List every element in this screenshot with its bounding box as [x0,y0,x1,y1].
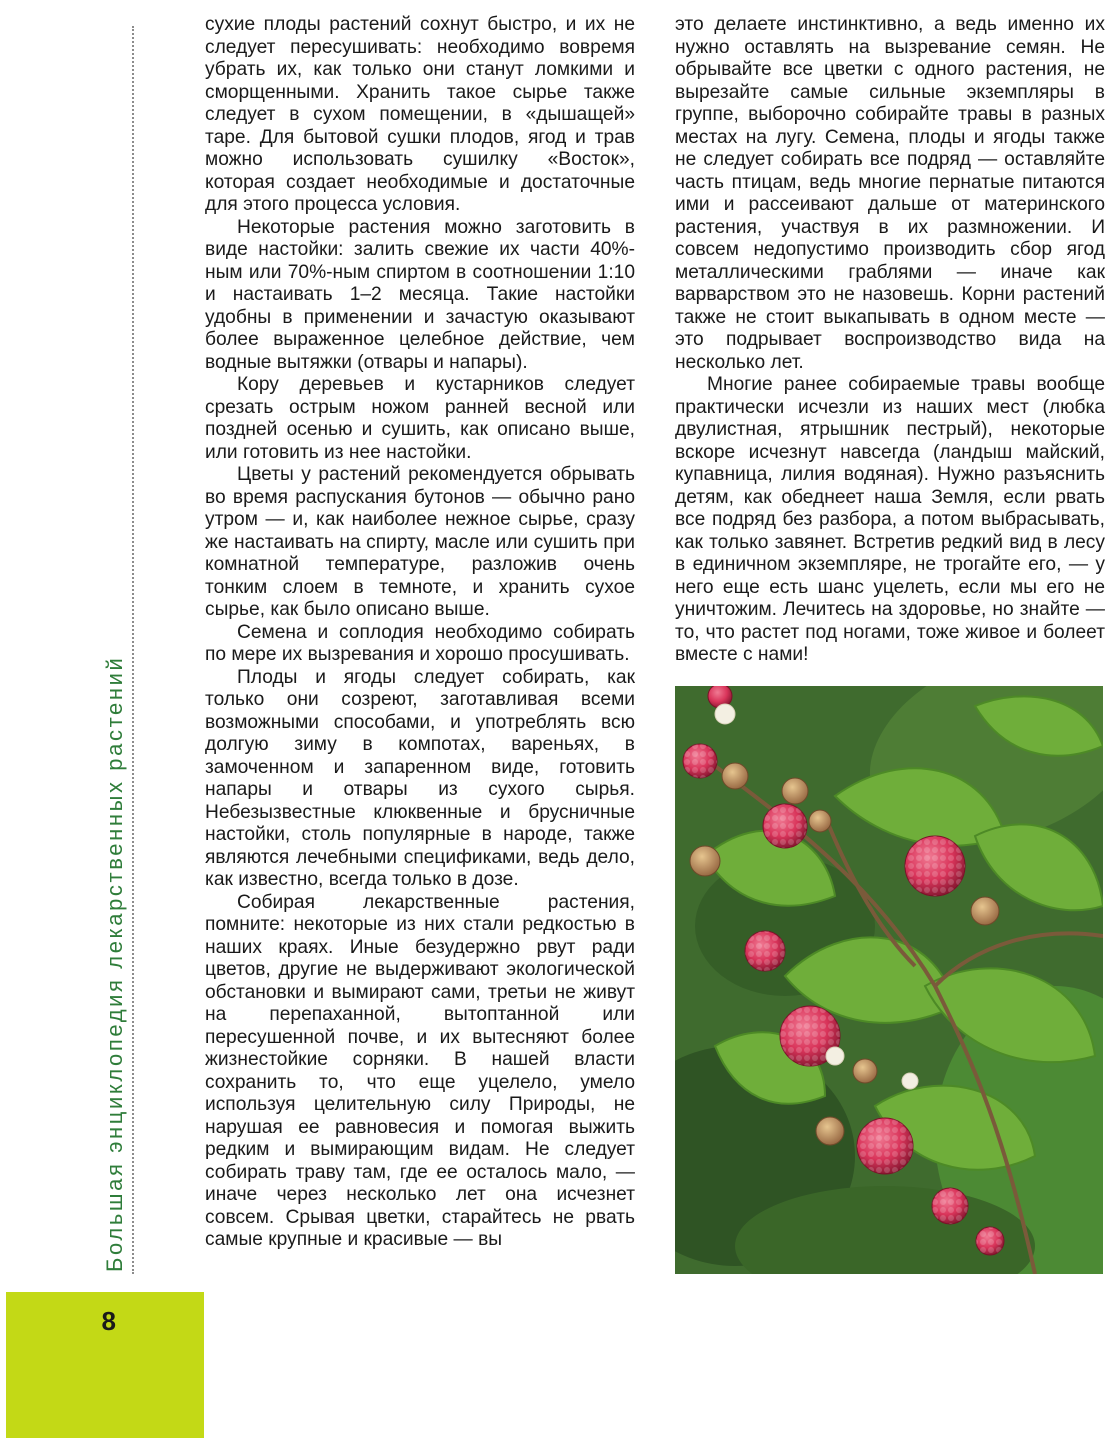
dotted-rule [132,26,134,1274]
paragraph: Кору деревьев и кустарников следует срезать острым ножом ранней весной или поздней осенью и сушить, как описано выше, или готовить из нее настойки. [205,374,635,463]
paragraph: Некоторые растения можно заготовить в виде настойки: залить свежие их части 40%-ным или 70%-ным спиртом в соотношении 1:10 и настаивать 1–2 месяца. Такие настойки удобны в применении и зачастую оказывают более выраженное целебное действие, чем водные вытяжки (отвары и напары). [205,216,635,373]
paragraph-continued: это делаете инстинктивно, а ведь именно их нужно оставлять на вызревание семян. Не обрывайте все цветки с одного растения, не вырезайте самые сильные экземпляры в группе, выборочно собирайте травы в разных местах на лугу. Семена, плоды и ягоды также не следует собирать все подряд — оставляйте часть птицам, ведь многие пернатые питаются ими и рассеивают дальше от материнского растения, участвуя в их размножении. И совсем недопустимо производить сбор ягод металлическими граблями — иначе как варварством это не назовешь. Корни растений также не стоит выкапывать в одном месте — это подрывает воспроизводство вида на несколько лет. [675,14,1105,373]
paragraph: Плоды и ягоды следует собирать, как только они созреют, заготавливая всеми возможными способами, и употреблять всю долгую зиму в компотах, вареньях, в замоченном и запаренном виде, готовить напары и отвары из сухого сырья. Небезызвестные клюквенные и брусничные настойки, столь популярные в народе, также являются лечебными спецификами, ведь дело, как известно, всегда только в дозе. [205,666,635,890]
raspberry-illustration [675,686,1103,1274]
paragraph: Многие ранее собираемые травы вообще практически исчезли из наших мест (любка двулистная, ятрышник пестрый), некоторые вскоре исчезнут навсегда (ландыш майский, купавница, лилия водяная). Нужно разъяснить детям, как обеднеет наша Земля, если рвать все подряд без разбора, а потом выбрасывать, как только завянет. Встретив редкий вид в лесу в единичном экземпляре, не трогайте его, — у него еще есть шанс уцелеть, если мы его не уничтожим. Лечитесь на здоровье, но знайте — то, что растет под ногами, тоже живое и болеет вместе с нами! [675,374,1105,665]
paragraph: Собирая лекарственные растения, помните: некоторые из них стали редкостью в наших краях. Иные безудержно рвут ради цветов, другие не выдерживают экологической обстановки и вымирают сами, третьи не живут на перепаханной, вытоптанной или пересушенной почве, и их вытесняют более жизнестойкие сорняки. В нашей власти сохранить то, что еще уцелело, умело используя целительную силу Природы, не нарушая ее равновесия и помогая выжить редким и вымирающим видам. Не следует собирать траву там, где ее осталось мало, — иначе через несколько лет она исчезнет совсем. Срывая цветки, старайтесь не рвать самые крупные и красивые — вы [205,891,635,1250]
side-title: Большая энциклопедия лекарственных растений [102,655,127,1272]
page-tab [6,1292,204,1438]
paragraph: Семена и соплодия необходимо собирать по мере их вызревания и хорошо просушивать. [205,621,635,665]
left-column [205,14,635,1252]
paragraph: Цветы у растений рекомендуется обрывать во время распускания бутонов — обычно рано утром — и, как наиболее нежное сырье, сразу же настаивать на спирту, масле или сушить при комнатной температуре, разложив очень тонким слоем в темноте, и хранить сухое сырье, как было описано выше. [205,464,635,620]
paragraph-continued: сухие плоды растений сохнут быстро, и их не следует пересушивать: необходимо вовремя убрать их, как только они станут ломкими и сморщенными. Хранить такое сырье также следует в сухом помещении, в «дышащей» таре. Для бытовой сушки плодов, ягод и трав можно использовать сушилку «Восток», которая создает необходимые и достаточные для этого процесса условия. [205,14,635,215]
page-number: 8 [101,1306,116,1336]
raspberry-photo [675,686,1103,1274]
right-column [675,14,1105,667]
